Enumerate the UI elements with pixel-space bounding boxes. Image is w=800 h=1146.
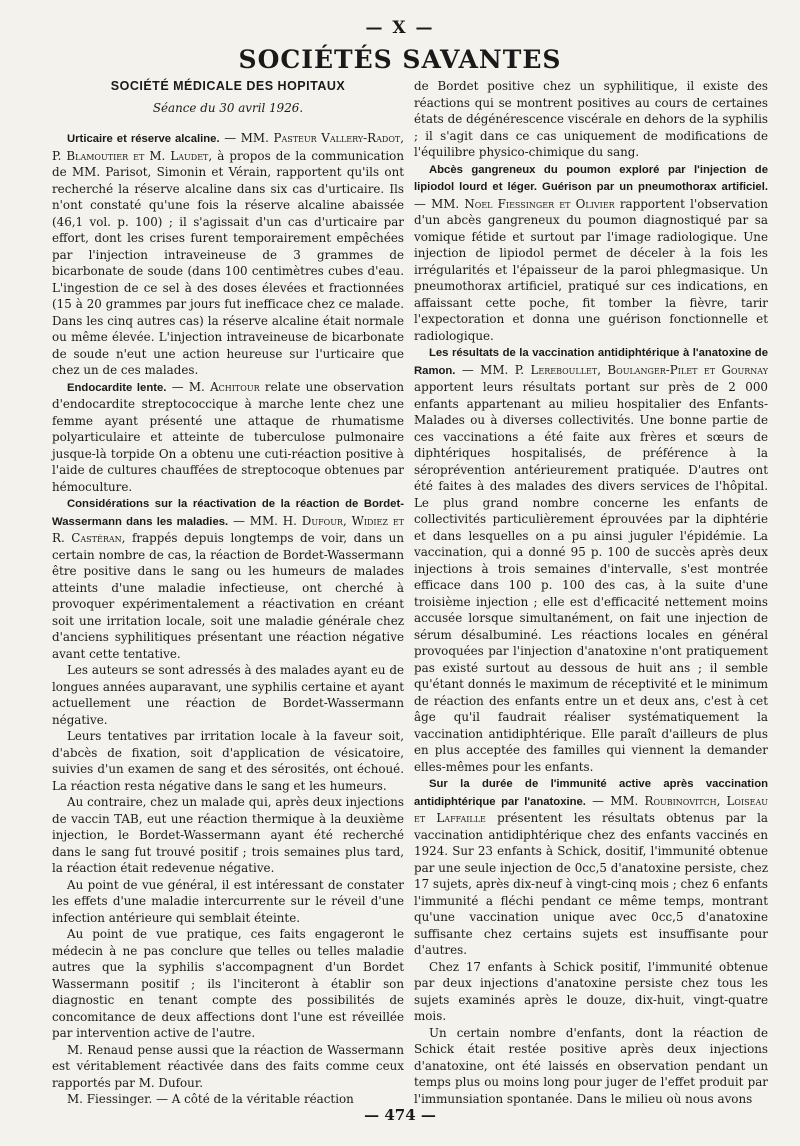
article-abces-gangreneux	[414, 161, 768, 345]
left-column	[52, 78, 404, 1108]
paragraph: de Bordet positive chez un syphilitique, il existe des réactions qui se montrent positives au cours de certaines états de dégénérescence viscérale en dehors de la syphilis ; il s'agit dans ce cas uniquement de modifications de l'équilibre physico-chimique du sang.	[414, 79, 768, 159]
article-text: présentent les résultats obtenus par la vaccination antidiphtérique chez des enfants vaccinés en 1924. Sur 23 enfants à Schick, dositif, l'immunité obtenue par une seule injection de 0cc,5 d'anatoxine persiste, chez 17 sujets, après dix-neuf à vingt-cinq mois ; chez 6 enfants l'immunité a fléchi pendant ce même temps, montrant qu'une vaccination unique avec 0cc,5 d'anatoxine suffisante chez certains sujets est insuffisante pour d'autres.	[414, 811, 768, 957]
article-text: relate une observation d'endocardite streptococcique à marche lente chez une femme ayant présenté une attaque de rhumatisme polyarticulaire et atteinte de tuberculose pulmonaire jusque-là torpide On a obtenu une cuti-réaction positive à l'aide de cultures chauffées de streptocoque obtenues par hémoculture.	[52, 379, 405, 494]
paragraph: Au contraire, chez un malade qui, après deux injections de vaccin TAB, eut une réaction thermique à la deuxième injection, le Bordet-Wassermann ayant été recherché dans le sang fut trouvé positif ; trois semaines plus tard, la réaction était redevenue négative.	[52, 795, 404, 875]
article-authors: — MM. Roubinovitch, Loiseau et Laffaille	[414, 793, 768, 825]
article-text: apportent leurs résultats portant sur près de 2 000 enfants appartenant au milieu hospitalier des Enfants-Malades ou à diverses collectivités. Une bonne partie de ces vaccinations a été faite aux frères et sœurs de diphtériques hospitalisés, de préférence à la séroprévention antérieurement pratiquée. D'autres ont été faites à des malades des divers services de l'hôpital. Le plus grand nombre concerne les enfants de collectivités particulièrement éprouvées par la diphtérie et dans lesquelles on a pu ainsi juguler l'épidémie. La vaccination, qui a donné 95 p. 100 de succès après deux injections à trois semaines d'intervalle, s'est montrée efficace dans 100 p. 100 des cas, à la suite d'une troisième injection ; elle est d'efficacité nettement moins accusée lorsque simultanément, on fait une injection de sérum désalbuminé. Les réactions locales en général provoquées par l'injection d'anatoxine n'ont pratiquement pas existé surtout au dessous de huit ans ; il semble qu'étant donnés le maximum de réceptivité et le minimum de réaction des enfants entre un et deux ans, c'est à cet âge qu'il faudrait réaliser systématiquement la vaccination antidiphtérique. Elle paraît d'ailleurs de plus en plus acceptée des familles qui viennent la demander elles-mêmes pour les enfants.	[414, 380, 768, 774]
session-date: Séance du 30 avril 1926.	[152, 100, 304, 115]
paragraph: Au point de vue général, il est intéressant de constater les effets d'une maladie intercurrente sur le réveil d'une infection antérieure qui semblait éteinte.	[52, 877, 404, 925]
paragraph: Les auteurs se sont adressés à des malades ayant eu de longues années auparavant, une syphilis certaine et ayant actuellement une réaction de Bordet-Wassermann négative.	[52, 663, 404, 727]
paragraph: Leurs tentatives par irritation locale à la faveur soit, d'abcès de fixation, soit d'application de vésicatoire, suivies d'un examen de sang et des sérosités, ont échoué. La réaction resta négative dans le sang et les humeurs.	[52, 729, 404, 793]
article-authors: — MM. Pasteur Vallery-Radot, P. Blamoutier et M. Laudet,	[52, 131, 405, 163]
article-title: Considérations sur la réactivation de la réaction de Bordet-Wassermann dans les maladies.	[52, 498, 404, 528]
article-endocardite	[52, 379, 404, 496]
article-authors: — MM. P. Lereboullet, Boulanger-Pilet et Gournay	[461, 362, 769, 377]
paragraph: M. Renaud pense aussi que la réaction de Wassermann est véritablement réactivée dans des faits comme ceux rapportés par M. Dufour.	[52, 1042, 404, 1090]
paragraph: Au point de vue pratique, ces faits engageront le médecin à ne pas conclure que telles ou telles maladie autres que la syphilis s'accompagnent d'un Bordet Wassermann positif ; ils l'inciteront à établir son diagnostic en tenant compte des possibilités de concomitance de deux affections dont l'une est réveillée par intervention active de l'autre.	[52, 927, 404, 1040]
paragraph: Un certain nombre d'enfants, dont la réaction de Schick était restée positive après deux injections d'anatoxine, ont été laissés en observation pendant un temps plus ou moins long pour juger de l'effet produit par l'immunsiation spontanée. Dans le milieu où nous avons	[414, 1025, 768, 1106]
society-heading: SOCIÉTÉ MÉDICALE DES HOPITAUX	[110, 79, 346, 93]
article-urticaire	[52, 130, 404, 379]
article-title: Sur la durée de l'immunité active après vaccination antidiphtérique par l'anatoxine.	[414, 778, 768, 808]
paragraph: M. Fiessinger. — A côté de la véritable réaction	[67, 1092, 354, 1106]
paragraph: Chez 17 enfants à Schick positif, l'immunité obtenue par deux injections d'anatoxine persiste chez tous les sujets examinés après le douze, dix-huit, vingt-quatre mois.	[414, 959, 768, 1023]
article-title: Endocardite lente.	[67, 381, 167, 394]
article-authors: — M. Achitour	[171, 379, 260, 394]
page-number: — 474 —	[364, 1106, 436, 1124]
article-vaccination-anatoxine	[414, 344, 768, 775]
article-text: rapportent l'observation d'un abcès gangreneux du poumon diagnostiqué par sa vomique fétide et surtout par l'image radiologique. Une injection de lipiodol permet de déceler à la fois les irrégularités et l'épaisseur de la paroi phlegmasique. Un pneumothorax artificiel, pratiqué sur ces indications, en affaissant cette poche, fit tomber la fièvre, tarir l'expectoration et donna une guérison fonctionnelle et radiologique.	[414, 196, 769, 343]
article-text: à propos de la communication de MM. Parisot, Simonin et Vérain, rapportent qu'ils ont recherché la réserve alcaline dans six cas d'urticaire. Ils n'ont constaté qu'une fois la réserve alcaline abaissée (46,1 vol. p. 100) ; il s'agissait d'un cas d'urticaire par effort, dont les crises furent temporairement empêchées par l'injection intraveineuse de 3 grammes de bicarbonate de soude (dans 100 centimètres cubes d'eau. L'ingestion de ce sel à des doses élevées et fractionnées (15 à 20 grammes par jours fut inefficace chez ce malade. Dans les cinq autres cas) la réserve alcaline était normale ou même élevée. L'injection intraveineuse de bicarbonate de soude n'eut une action heureuse sur l'urticaire que chez un de ces malades.	[52, 148, 404, 377]
right-column	[414, 78, 768, 1107]
article-title: Abcès gangreneux du poumon exploré par l'injection de lipiodol lourd et léger. Guérison par un pneumothorax artificiel.	[414, 163, 768, 193]
page-roman-numeral: — X —	[365, 18, 435, 38]
page-title: SOCIÉTÉS SAVANTES	[238, 45, 562, 74]
article-authors: — MM. Noel Fiessinger et Olivier	[414, 196, 615, 211]
article-title: Urticaire et réserve alcaline.	[67, 133, 220, 145]
article-bordet-wassermann	[52, 495, 404, 662]
article-title: Les résultats de la vaccination antidiphtérique à l'anatoxine de Ramon.	[414, 347, 768, 377]
article-immunite-active	[414, 775, 768, 959]
article-authors: — MM. H. Dufour, Widiez et R. Castéran,	[52, 513, 405, 545]
article-text: frappés depuis longtemps de voir, dans un certain nombre de cas, la réaction de Bordet-Wassermann être positive dans le sang ou les humeurs de malades atteints d'une maladie infectieuse, ont cherché à provoquer expérimentalement a réactivation en créant soit une irritation locale, soit une maladie générale chez d'anciens syphilitiques présentant une réaction négative avant cette tentative.	[52, 531, 404, 661]
